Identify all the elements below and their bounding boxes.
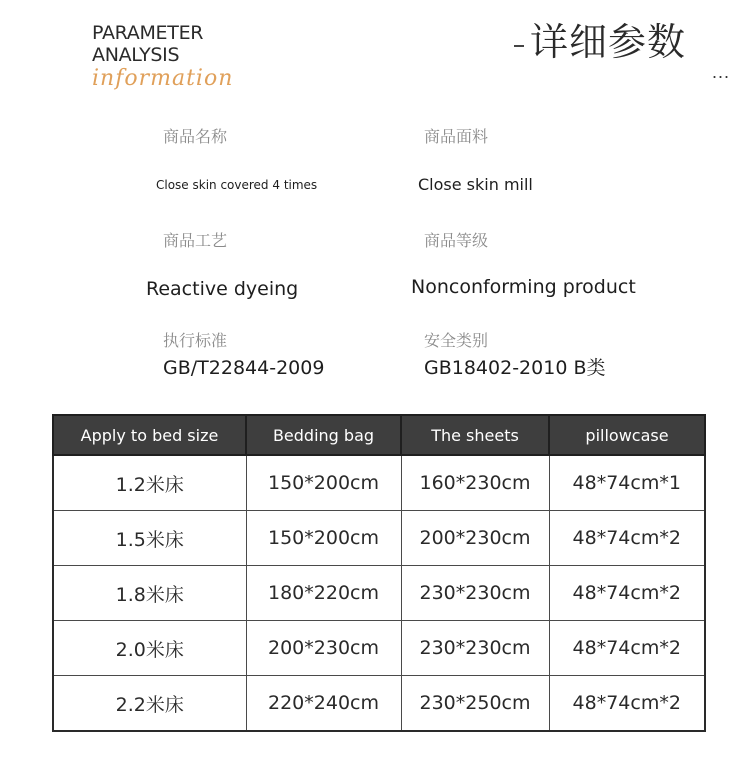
cell-pillowcase: 48*74cm*2 (549, 511, 705, 566)
size-table (52, 414, 706, 732)
param-craft (163, 231, 227, 251)
table-row (53, 676, 705, 732)
param-standard-label: 执行标准 (163, 331, 228, 350)
header-sheets: The sheets (401, 415, 549, 455)
param-standard (163, 331, 227, 351)
cell-bed-size: 2.0米床 (53, 621, 246, 676)
cell-bedding-bag: 220*240cm (246, 676, 401, 732)
cell-sheets: 160*230cm (401, 455, 549, 511)
header-pillowcase: pillowcase (549, 415, 705, 455)
title-dots: ... (711, 62, 730, 82)
cell-bed-size: 1.2米床 (53, 455, 246, 511)
cell-pillowcase: 48*74cm*1 (549, 455, 705, 511)
brand-block (92, 22, 233, 92)
param-grade (424, 231, 488, 251)
cell-sheets: 230*230cm (401, 621, 549, 676)
cell-bedding-bag: 150*200cm (246, 455, 401, 511)
title-block (514, 18, 686, 66)
brand-line-analysis: ANALYSIS (92, 44, 180, 66)
cell-bed-size: 2.2米床 (53, 676, 246, 732)
table-row (53, 566, 705, 621)
cell-pillowcase: 48*74cm*2 (549, 676, 705, 732)
param-safety-value: GB18402-2010 B类 (424, 357, 606, 379)
table-row (53, 455, 705, 511)
param-safety-label: 安全类别 (424, 331, 489, 350)
param-grade-label: 商品等级 (424, 231, 489, 250)
table-row (53, 621, 705, 676)
param-fabric-label: 商品面料 (424, 127, 489, 146)
cell-sheets: 230*250cm (401, 676, 549, 732)
cell-sheets: 230*230cm (401, 566, 549, 621)
param-name-label: 商品名称 (163, 127, 228, 146)
cell-bedding-bag: 180*220cm (246, 566, 401, 621)
param-fabric-value: Close skin mill (418, 175, 533, 194)
cell-bedding-bag: 200*230cm (246, 621, 401, 676)
cell-pillowcase: 48*74cm*2 (549, 621, 705, 676)
brand-line-parameter: PARAMETER (92, 22, 204, 44)
param-name (163, 127, 227, 147)
cell-sheets: 200*230cm (401, 511, 549, 566)
cell-bedding-bag: 150*200cm (246, 511, 401, 566)
title-dash (514, 45, 524, 47)
param-standard-value: GB/T22844-2009 (163, 357, 325, 379)
header-bed-size: Apply to bed size (53, 415, 246, 455)
param-craft-label: 商品工艺 (163, 231, 228, 250)
table-row (53, 511, 705, 566)
page-title: 详细参数 (529, 20, 686, 64)
param-grade-value: Nonconforming product (411, 276, 636, 298)
param-name-value: Close skin covered 4 times (156, 178, 318, 192)
param-safety (424, 331, 488, 351)
cell-bed-size: 1.8米床 (53, 566, 246, 621)
title-row (514, 18, 686, 66)
param-craft-value: Reactive dyeing (146, 278, 299, 300)
table-header-row (53, 415, 705, 455)
cell-pillowcase: 48*74cm*2 (549, 566, 705, 621)
header-bedding-bag: Bedding bag (246, 415, 401, 455)
param-fabric (424, 127, 488, 147)
cell-bed-size: 1.5米床 (53, 511, 246, 566)
brand-script-information: information (92, 66, 234, 91)
